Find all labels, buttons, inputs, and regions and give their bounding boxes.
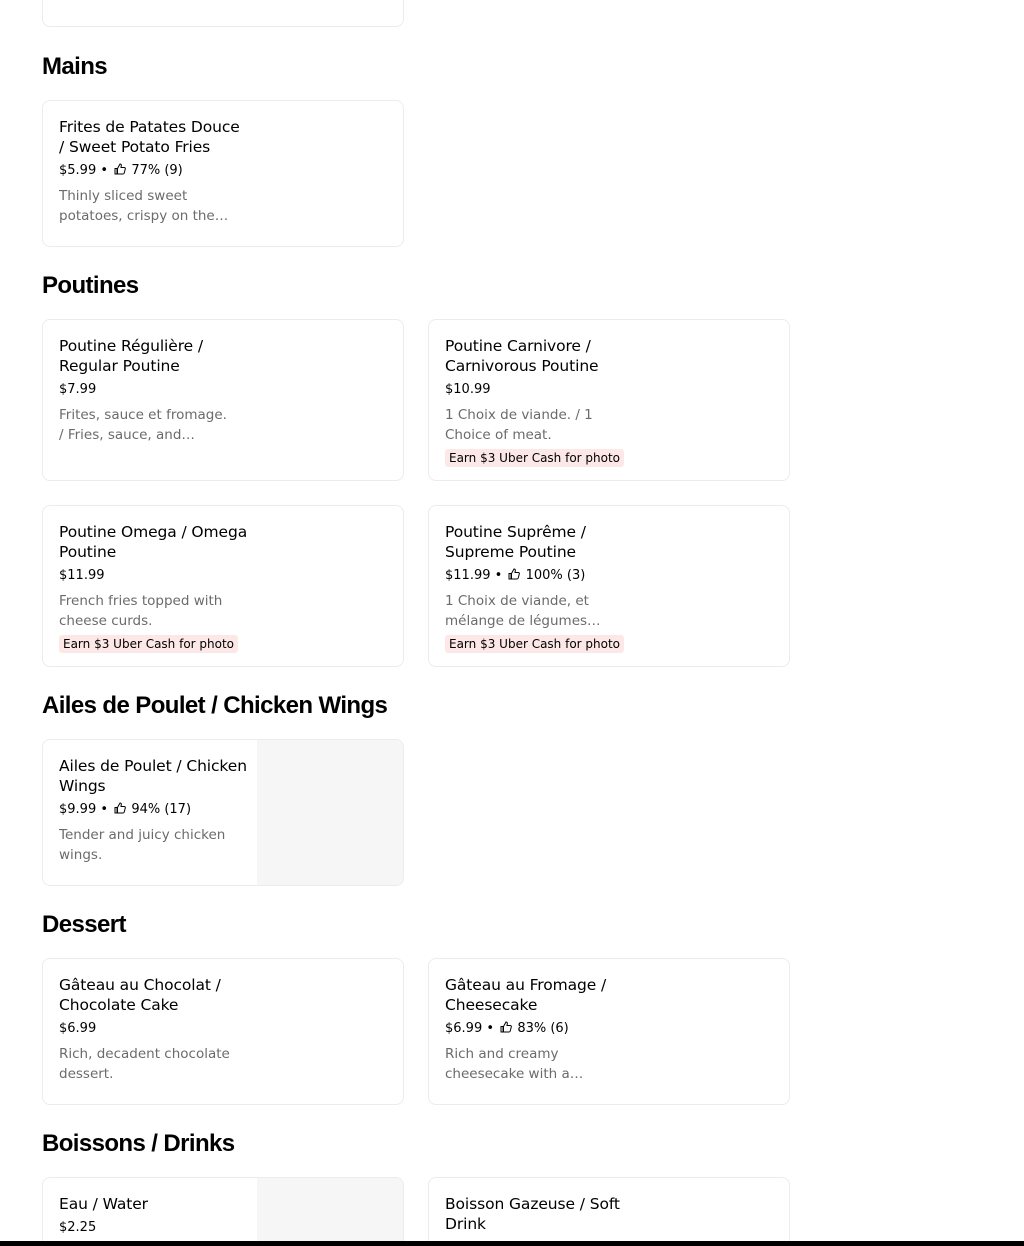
uber-cash-promo-badge: Earn $3 Uber Cash for photo bbox=[445, 635, 624, 653]
menu-item-regular-poutine[interactable] bbox=[42, 319, 404, 481]
item-price: $7.99 bbox=[59, 382, 97, 397]
item-meta bbox=[59, 1020, 249, 1038]
item-meta bbox=[59, 567, 249, 585]
section-title-dessert: Dessert bbox=[42, 911, 126, 938]
section-title-drinks: Boissons / Drinks bbox=[42, 1130, 235, 1157]
menu-item-supreme-poutine[interactable] bbox=[428, 505, 790, 667]
item-name: Poutine Régulière / Regular Poutine bbox=[59, 337, 204, 375]
item-price: $5.99 bbox=[59, 163, 97, 178]
thumbs-up-icon bbox=[508, 568, 520, 580]
bottom-bar bbox=[0, 1241, 1024, 1246]
item-description: French fries topped with cheese curds. bbox=[59, 593, 223, 629]
item-rating: 83% (6) bbox=[517, 1021, 569, 1036]
item-meta bbox=[59, 801, 249, 819]
item-rating: 94% (17) bbox=[131, 802, 192, 817]
item-price: $2.25 bbox=[59, 1220, 97, 1235]
item-rating: 100% (3) bbox=[525, 568, 586, 583]
item-name: Poutine Suprême / Supreme Poutine bbox=[445, 523, 586, 561]
item-name: Poutine Omega / Omega Poutine bbox=[59, 523, 248, 561]
item-name: Frites de Patates Douce / Sweet Potato Fries bbox=[59, 118, 240, 156]
item-description: Thinly sliced sweet potatoes, crispy on the bbox=[59, 188, 215, 224]
menu-item-water[interactable] bbox=[42, 1177, 404, 1246]
menu-item-sweet-potato-fries[interactable] bbox=[42, 100, 404, 247]
menu-item-card-partial[interactable] bbox=[42, 0, 404, 27]
item-meta bbox=[59, 162, 249, 180]
section-title-chicken-wings: Ailes de Poulet / Chicken Wings bbox=[42, 692, 388, 719]
meta-separator: • bbox=[486, 1021, 495, 1036]
menu-item-chicken-wings[interactable] bbox=[42, 739, 404, 886]
item-description: Rich and creamy cheesecake with a bbox=[445, 1046, 570, 1082]
uber-cash-promo-badge: Earn $3 Uber Cash for photo bbox=[445, 449, 624, 467]
meta-separator: • bbox=[494, 568, 503, 583]
meta-separator: • bbox=[100, 802, 109, 817]
item-description: Tender and juicy chicken wings. bbox=[59, 827, 226, 863]
item-meta bbox=[59, 1219, 249, 1237]
item-meta bbox=[445, 567, 635, 585]
section-title-mains: Mains bbox=[42, 53, 108, 80]
section-title-poutines: Poutines bbox=[42, 272, 139, 299]
item-meta bbox=[445, 1020, 635, 1038]
item-price: $11.99 bbox=[59, 568, 105, 583]
item-name: Boisson Gazeuse / Soft Drink bbox=[445, 1195, 620, 1233]
menu-item-carnivorous-poutine[interactable] bbox=[428, 319, 790, 481]
item-description: Frites, sauce et fromage. / Fries, sauce, and bbox=[59, 407, 227, 443]
item-name: Ailes de Poulet / Chicken Wings bbox=[59, 757, 247, 795]
item-name: Poutine Carnivore / Carnivorous Poutine bbox=[445, 337, 599, 375]
item-price: $9.99 bbox=[59, 802, 97, 817]
item-meta bbox=[59, 381, 249, 399]
item-description: Rich, decadent chocolate dessert. bbox=[59, 1046, 230, 1082]
item-image-placeholder bbox=[257, 740, 403, 885]
item-price: $10.99 bbox=[445, 382, 491, 397]
item-description: 1 Choix de viande. / 1 Choice of meat. bbox=[445, 407, 593, 443]
menu-item-chocolate-cake[interactable] bbox=[42, 958, 404, 1105]
item-image-placeholder bbox=[257, 1178, 403, 1246]
thumbs-up-icon bbox=[500, 1021, 512, 1033]
item-description: 1 Choix de viande, et mélange de légumes bbox=[445, 593, 589, 629]
item-meta bbox=[445, 381, 635, 399]
menu-item-soft-drink[interactable] bbox=[428, 1177, 790, 1246]
uber-cash-promo-badge: Earn $3 Uber Cash for photo bbox=[59, 635, 238, 653]
meta-separator: • bbox=[100, 163, 109, 178]
item-name: Eau / Water bbox=[59, 1195, 148, 1213]
item-name: Gâteau au Fromage / Cheesecake bbox=[445, 976, 607, 1014]
item-price: $6.99 bbox=[59, 1021, 97, 1036]
item-price: $6.99 bbox=[445, 1021, 483, 1036]
item-name: Gâteau au Chocolat / Chocolate Cake bbox=[59, 976, 221, 1014]
thumbs-up-icon bbox=[114, 163, 126, 175]
menu-item-cheesecake[interactable] bbox=[428, 958, 790, 1105]
menu-item-omega-poutine[interactable] bbox=[42, 505, 404, 667]
item-price: $11.99 bbox=[445, 568, 491, 583]
item-rating: 77% (9) bbox=[131, 163, 183, 178]
thumbs-up-icon bbox=[114, 802, 126, 814]
